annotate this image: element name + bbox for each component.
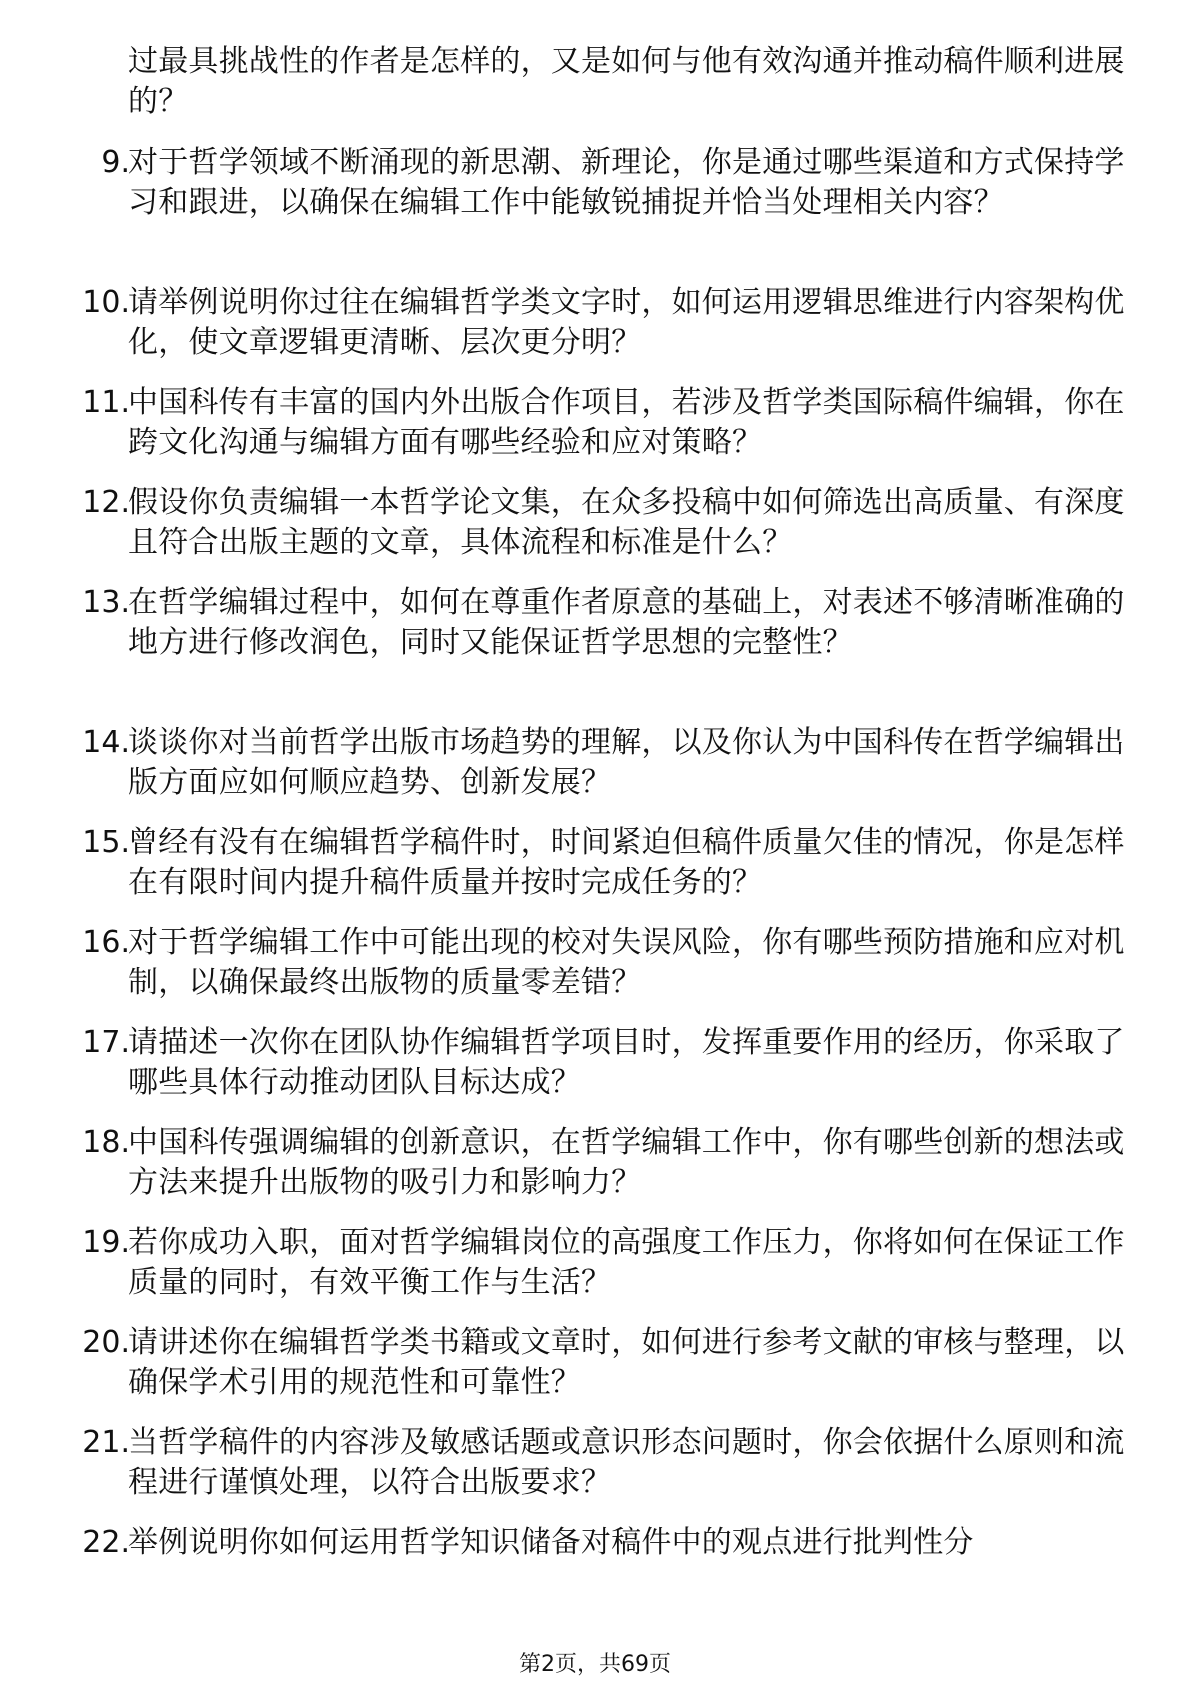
- list-item-number: 12.: [82, 485, 130, 520]
- list-item-text: 请讲述你在编辑哲学类书籍或文章时，如何进行参考文献的审核与整理，以确保学术引用的规范性和可靠性？: [128, 1325, 1125, 1400]
- list-item-number: 18.: [82, 1125, 130, 1160]
- list-item-text: 中国科传有丰富的国内外出版合作项目，若涉及哲学类国际稿件编辑，你在跨文化沟通与编辑方面有哪些经验和应对策略？: [128, 385, 1125, 460]
- list-item-text: 当哲学稿件的内容涉及敏感话题或意识形态问题时，你会依据什么原则和流程进行谨慎处理，以符合出版要求？: [128, 1425, 1125, 1500]
- list-item-text: 中国科传强调编辑的创新意识，在哲学编辑工作中，你有哪些创新的想法或方法来提升出版物的吸引力和影响力？: [128, 1125, 1125, 1200]
- list-item-number: 14.: [82, 725, 130, 760]
- list-item-text: 过最具挑战性的作者是怎样的，又是如何与他有效沟通并推动稿件顺利进展的？: [128, 44, 1125, 119]
- page-number-footer: 第2页，共69页: [519, 1652, 671, 1677]
- list-item-text: 假设你负责编辑一本哲学论文集，在众多投稿中如何筛选出高质量、有深度且符合出版主题的文章，具体流程和标准是什么？: [128, 485, 1125, 560]
- list-item-text: 对于哲学领域不断涌现的新思潮、新理论，你是通过哪些渠道和方式保持学习和跟进，以确保在编辑工作中能敏锐捕捉并恰当处理相关内容？: [128, 145, 1125, 220]
- list-item-text: 谈谈你对当前哲学出版市场趋势的理解，以及你认为中国科传在哲学编辑出版方面应如何顺应趋势、创新发展？: [128, 725, 1125, 800]
- list-item-number: 17.: [82, 1025, 130, 1060]
- list-item-text: 请描述一次你在团队协作编辑哲学项目时，发挥重要作用的经历，你采取了哪些具体行动推动团队目标达成？: [128, 1025, 1125, 1100]
- list-item-number: 19.: [82, 1225, 130, 1260]
- list-item-text: 请举例说明你过往在编辑哲学类文字时，如何运用逻辑思维进行内容架构优化，使文章逻辑更清晰、层次更分明？: [128, 285, 1125, 360]
- list-item-number: 13.: [82, 585, 130, 620]
- list-item-number: 22.: [82, 1525, 130, 1560]
- list-item-number: 10.: [82, 285, 130, 320]
- list-item-number: 15.: [82, 825, 130, 860]
- list-item-number: 9.: [101, 145, 130, 180]
- list-item-number: 20.: [82, 1325, 130, 1360]
- list-item-text: 曾经有没有在编辑哲学稿件时，时间紧迫但稿件质量欠佳的情况，你是怎样在有限时间内提升稿件质量并按时完成任务的？: [128, 825, 1125, 900]
- list-item-text: 在哲学编辑过程中，如何在尊重作者原意的基础上，对表述不够清晰准确的地方进行修改润色，同时又能保证哲学思想的完整性？: [128, 585, 1125, 660]
- list-item-text: 若你成功入职，面对哲学编辑岗位的高强度工作压力，你将如何在保证工作质量的同时，有效平衡工作与生活？: [128, 1225, 1125, 1300]
- list-item-number: 16.: [82, 925, 130, 960]
- list-item-number: 11.: [82, 385, 130, 420]
- list-item-text: 举例说明你如何运用哲学知识储备对稿件中的观点进行批判性分: [128, 1525, 974, 1560]
- list-item-number: 21.: [82, 1425, 130, 1460]
- list-item-text: 对于哲学编辑工作中可能出现的校对失误风险，你有哪些预防措施和应对机制，以确保最终出版物的质量零差错？: [128, 925, 1125, 1000]
